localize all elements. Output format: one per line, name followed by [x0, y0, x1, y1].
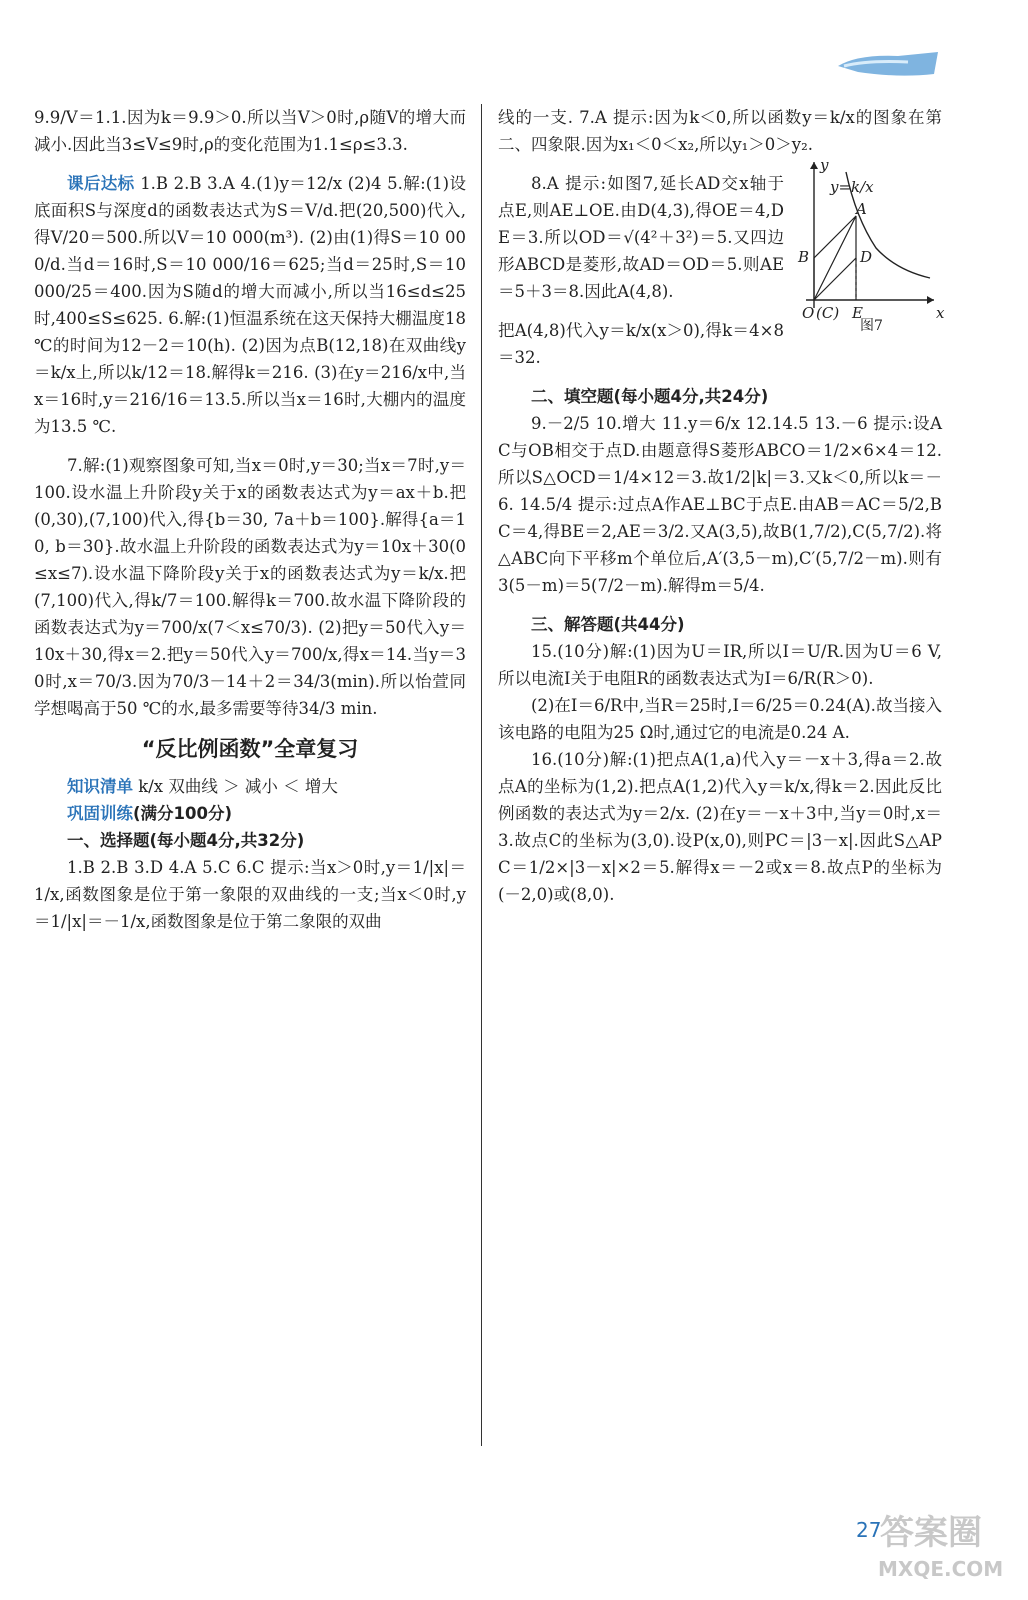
paragraph-question-7-hint: 线的一支. 7.A 提示:因为k＜0,所以函数y＝k/x的图象在第二、四象限.因为x₁＜0＜x₂,所以y₁＞0＞y₂.: [498, 108, 942, 154]
paragraph-question-8-result: 把A(4,8)代入y＝k/x(x＞0),得k＝4×8＝32.: [498, 321, 784, 367]
column-divider: [481, 104, 482, 1446]
paragraph-choice-answers: 1.B 2.B 3.D 4.A 5.C 6.C 提示:当x＞0时,y＝1/|x|＝1/x,函数图象是位于第一象限的双曲线的一支;当x＜0时,y＝1/|x|＝－1/x,函数图象是位于第二象限的双曲: [34, 858, 466, 931]
label-point-e: E: [852, 304, 863, 322]
chapter-review-title: “反比例函数”全章复习: [141, 737, 359, 761]
paragraph-question-8: 8.A 提示:如图7,延长AD交x轴于点E,则AE⊥OE.由D(4,3),得OE＝4,DE＝3.所以OD＝√(4²＋3²)＝5.又四边形ABCD是菱形,故AD＝OD＝5.则AE＝5＋3＝8.因此A(4,8).: [498, 174, 784, 301]
section-label-homework: 课后达标: [67, 174, 135, 193]
label-x-axis: x: [936, 304, 945, 322]
label-point-a: A: [856, 200, 867, 218]
practice-label: 巩固训练: [67, 804, 133, 823]
label-point-c: (C): [816, 304, 840, 322]
label-point-b: B: [798, 248, 810, 266]
knowledge-list: 知识清单 k/x 双曲线 ＞ 减小 ＜ 增大: [67, 777, 338, 796]
paragraph-density-answer: 9.9/V＝1.1.因为k＝9.9＞0.所以当V＞0时,ρ随V的增大而减小.因此当3≤V≤9时,ρ的变化范围为1.1≤ρ≤3.3.: [34, 108, 466, 154]
figure-7: [794, 156, 945, 334]
fill-section-heading: 二、填空题(每小题4分,共24分): [531, 387, 769, 406]
svg-text:答案圈: 答案圈: [880, 1513, 982, 1553]
paragraph-homework-answers: 课后达标 1.B 2.B 3.A 4.(1)y＝12/x (2)4 5.解:(1)设底面积S与深度d的函数表达式为S＝V/d.把(20,500)代入,得V/20＝500.所以V＝10 000(m³). (2)由(1)得S＝10 000/d.当d＝16时,S＝10 000/16＝625;当d＝25时,S＝10 000/25＝400.因为S随d的增大而减小,所以当16≤d≤25时,400≤S≤625. 6.解:(1)恒温系统在这天保持大棚温度18 ℃的时间为12－2＝10(h). (2)因为点B(12,18)在双曲线y＝k/x上,所以k/12＝18.解得k＝216. (3)在y＝216/x中,当x＝16时,y＝216/16＝13.5.所以当x＝16时,大棚内的温度为13.5 ℃.: [34, 174, 467, 436]
figure-caption: 图7: [860, 318, 883, 334]
left-column: [34, 104, 466, 935]
svg-text:MXQE.COM: MXQE.COM: [878, 1557, 1004, 1581]
label-y-axis: y: [820, 156, 829, 174]
paragraph-question-16: 16.(10分)解:(1)把点A(1,a)代入y＝－x＋3,得a＝2.故点A的坐标为(1,2).把点A(1,2)代入y＝k/x,得k＝2.因此反比例函数的表达式为y＝2/x. (2)在y＝－x＋3中,当y＝0时,x＝3.故点C的坐标为(3,0).设P(x,0),则PC＝|3－x|.因此S△APC＝1/2×|3－x|×2＝5.解得x＝－2或x＝8.故点P的坐标为(－2,0)或(8,0).: [498, 750, 942, 904]
answer-section-heading: 三、解答题(共44分): [531, 615, 685, 634]
corner-tab-decoration: [838, 48, 938, 80]
watermark-logo: [860, 1500, 1010, 1590]
paragraph-question-15-part2: (2)在I＝6/R中,当R＝25时,I＝6/25＝0.24(A).故当接入该电路的电阻为25 Ω时,通过它的电流是0.24 A.: [498, 696, 942, 742]
label-origin: O: [802, 304, 815, 322]
paragraph-fill-answers: 9.－2/5 10.增大 11.y＝6/x 12.14.5 13.－6 提示:设AC与OB相交于点D.由题意得S菱形ABCO＝1/2×6×4＝12.所以S△OCD＝1/4×12＝3.故1/2|k|＝3.又k＜0,所以k＝－6. 14.5/4 提示:过点A作AE⊥BC于点E.由AB＝AC＝5/2,BC＝4,得BE＝2,AE＝3/2.又A(3,5),故B(1,7/2),C(5,7/2).将△ABC向下平移m个单位后,A′(3,5－m),C′(5,7/2－m).则有3(5－m)＝5(7/2－m).解得m＝5/4.: [498, 414, 942, 595]
paragraph-question-15-part1: 15.(10分)解:(1)因为U＝IR,所以I＝U/R.因为U＝6 V,所以电流I关于电阻R的函数表达式为I＝6/R(R＞0).: [498, 642, 942, 688]
label-curve: y=k/x: [830, 178, 874, 196]
paragraph-question-7: 7.解:(1)观察图象可知,当x＝0时,y＝30;当x＝7时,y＝100.设水温上升阶段y关于x的函数表达式为y＝ax＋b.把(0,30),(7,100)代入,得{b＝30, 7a＋b＝100}.解得{a＝10, b＝30}.故水温上升阶段的函数表达式为y＝10x＋30(0≤x≤7).设水温下降阶段y关于x的函数表达式为y＝k/x.把(7,100)代入,得k/7＝100.解得k＝700.故水温下降阶段的函数表达式为y＝700/x(7＜x≤70/3). (2)把y＝50代入y＝10x＋30,得x＝2.把y＝50代入y＝700/x,得x＝14.当y＝30时,x＝70/3.因为70/3－14＋2＝34/3(min).所以怡萱同学想喝高于50 ℃的水,最多需要等待34/3 min.: [34, 456, 466, 718]
knowledge-label: 知识清单: [67, 777, 133, 796]
page-number: 27: [856, 1518, 882, 1542]
right-column: [498, 104, 945, 908]
choice-section-heading: 一、选择题(每小题4分,共32分): [67, 831, 305, 850]
practice-heading: 巩固训练(满分100分): [67, 804, 233, 823]
label-point-d: D: [860, 248, 873, 266]
